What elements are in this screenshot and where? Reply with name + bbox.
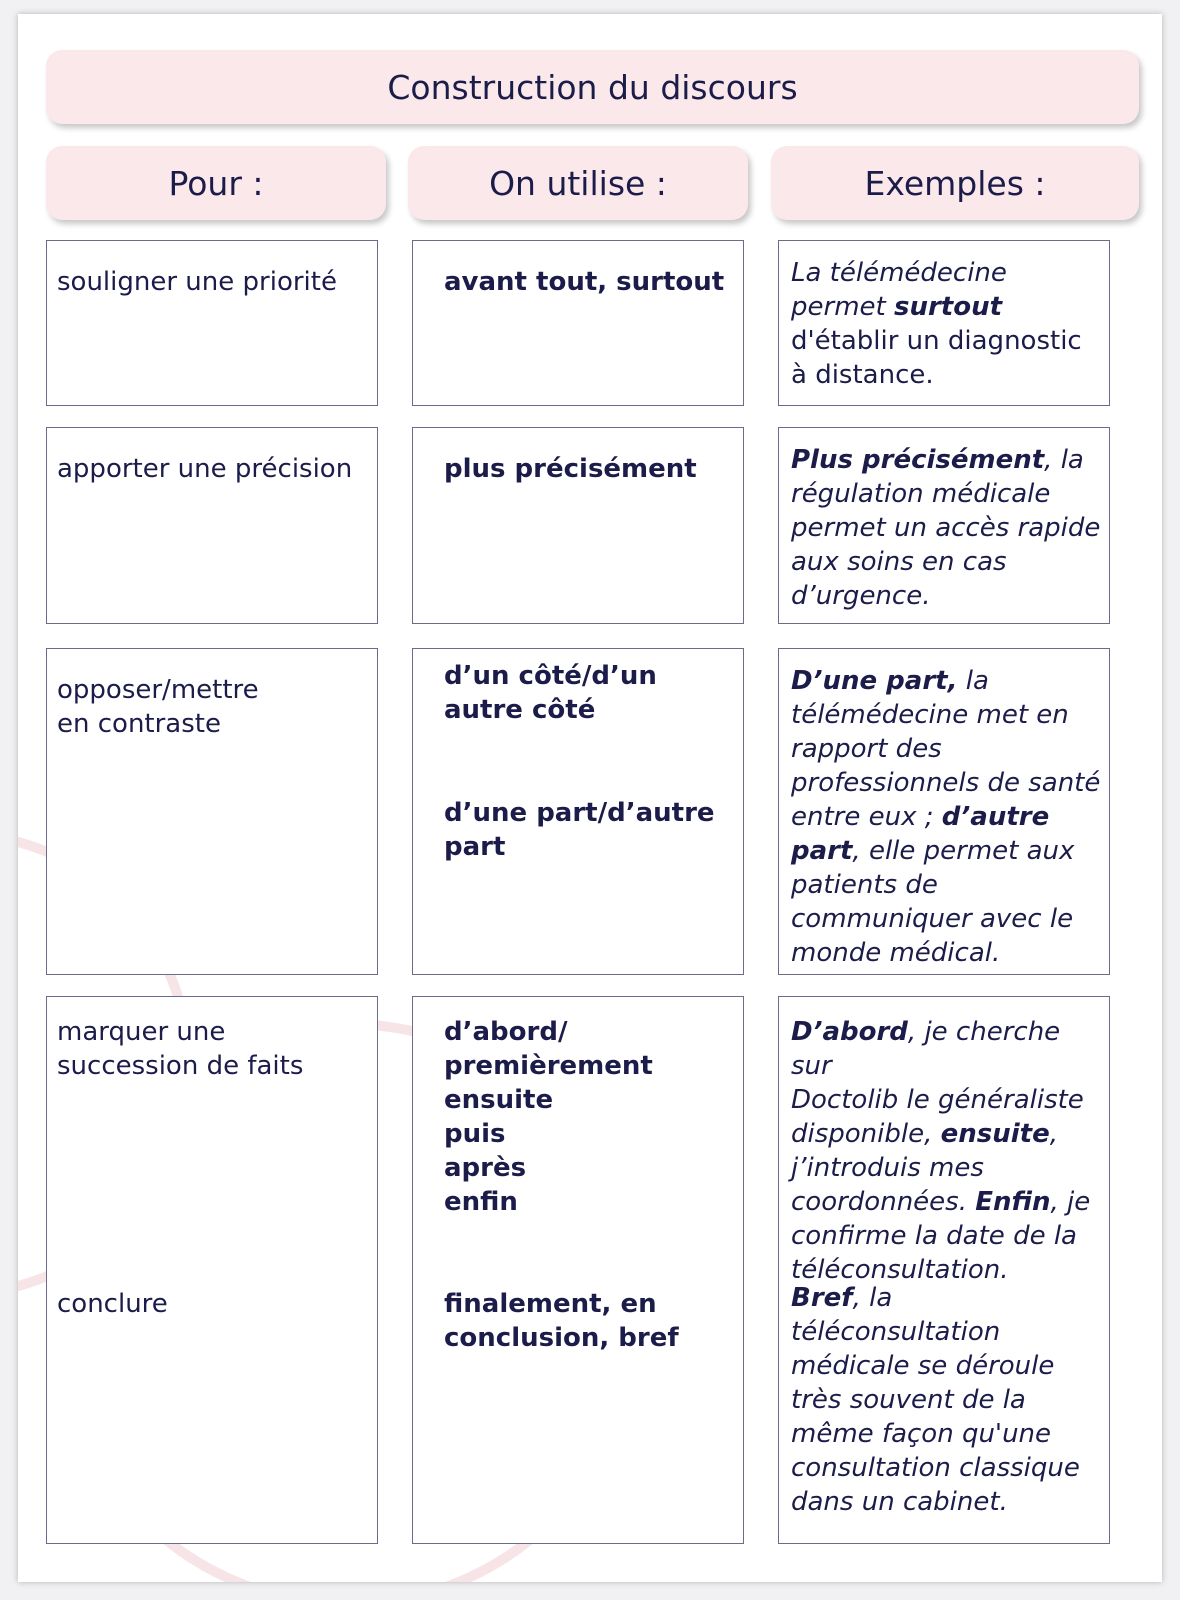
utilise-text: d’un côté/d’un autre côté (444, 661, 657, 725)
cell-utilise-priorite (412, 240, 744, 406)
cell-pour-precision (46, 427, 378, 624)
exemple-text: Plus précisément, la régulation médicale permet un accès rapide aux soins en cas d’urgence. (791, 445, 1101, 611)
exemple-text: Bref, la téléconsultation médicale se déroule très souvent de la même façon qu'une consultation classique dans un cabinet. (791, 1283, 1080, 1517)
pour-text: conclure (57, 1289, 168, 1319)
utilise-text: d’une part/d’autre part (444, 798, 715, 862)
pour-text: marquer une succession de faits (57, 1017, 304, 1081)
cell-exemple-priorite (778, 240, 1110, 406)
cell-utilise-contraste (412, 648, 744, 975)
pour-text: souligner une priorité (57, 267, 337, 297)
utilise-text: finalement, en conclusion, bref (444, 1289, 679, 1353)
pour-text: opposer/mettre en contraste (57, 675, 259, 739)
page-title: Construction du discours (46, 50, 1139, 124)
header-pour: Pour : (46, 146, 386, 220)
exemple-text: D’une part, la télémédecine met en rapport des professionnels de santé entre eux ; d’autre part, elle permet aux patients de communiquer avec le monde médical. (791, 666, 1101, 968)
exemple-text: D’abord, je cherche sur Doctolib le généraliste disponible, ensuite, j’introduis mes coordonnées. Enfin, je confirme la date de la téléconsultation. (791, 1017, 1091, 1285)
utilise-text: plus précisément (444, 454, 697, 484)
pour-text: apporter une précision (57, 454, 353, 484)
cell-exemple-succession (778, 996, 1110, 1544)
exemple-text: La télémédecine permet surtout d'établir un diagnostic à distance. (791, 258, 1082, 390)
header-on-utilise: On utilise : (408, 146, 748, 220)
utilise-text: avant tout, surtout (444, 267, 725, 297)
cell-utilise-precision (412, 427, 744, 624)
cell-exemple-contraste (778, 648, 1110, 975)
cell-pour-priorite (46, 240, 378, 406)
cell-pour-succession (46, 996, 378, 1544)
cell-utilise-succession (412, 996, 744, 1544)
utilise-text: d’abord/ premièrement ensuite puis après enfin (444, 1017, 653, 1217)
fiche-card (18, 14, 1162, 1582)
header-exemples: Exemples : (771, 146, 1139, 220)
cell-exemple-precision (778, 427, 1110, 624)
cell-pour-contraste (46, 648, 378, 975)
